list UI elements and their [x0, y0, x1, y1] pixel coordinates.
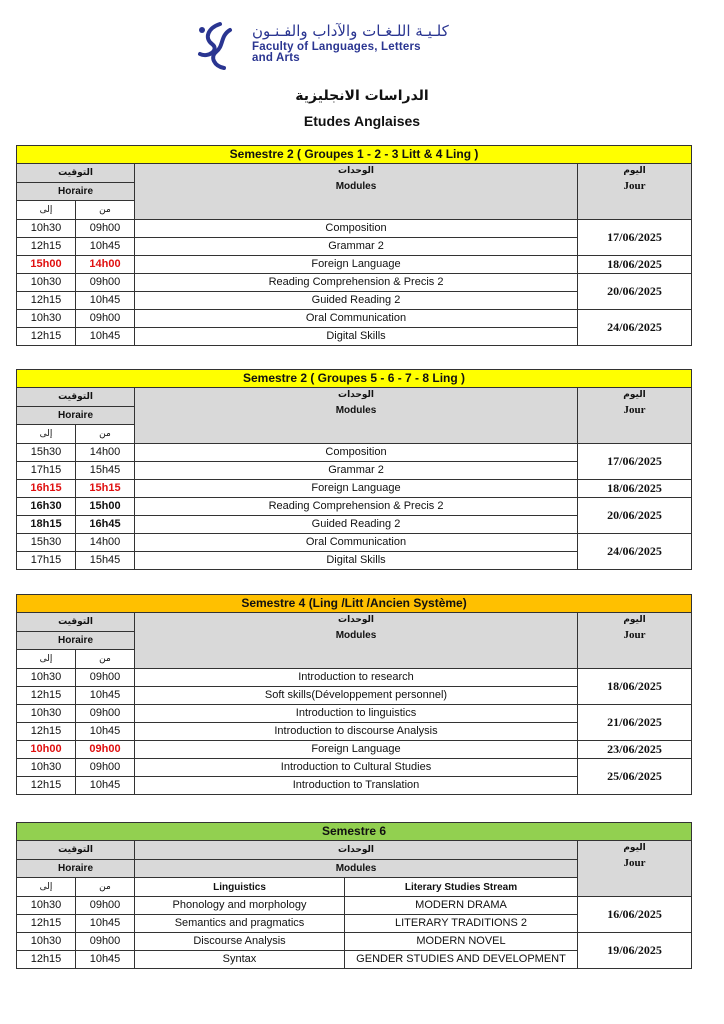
end-time: 10h30	[17, 669, 76, 687]
exam-date: 21/06/2025	[578, 705, 692, 741]
end-time: 15h00	[17, 256, 76, 274]
linguistics-module: Syntax	[135, 951, 345, 969]
start-time: 09h00	[76, 705, 135, 723]
module-name: Introduction to discourse Analysis	[135, 723, 578, 741]
module-name: Introduction to linguistics	[135, 705, 578, 723]
end-time: 12h15	[17, 723, 76, 741]
jour-header: اليوم Jour	[578, 164, 692, 220]
start-time: 15h15	[76, 480, 135, 498]
horaire-header-ar: التوقيت	[17, 613, 135, 632]
schedule-table-s2-groups-5-8	[16, 369, 692, 570]
end-time: 15h30	[17, 444, 76, 462]
table-row	[17, 498, 692, 516]
module-name: Composition	[135, 444, 578, 462]
table-row	[17, 444, 692, 462]
end-time: 10h30	[17, 759, 76, 777]
semester-title: Semestre 2 ( Groupes 1 - 2 - 3 Litt & 4 Ling )	[17, 146, 692, 164]
end-time: 12h15	[17, 292, 76, 310]
schedule-table-s6	[16, 822, 692, 969]
horaire-header-ar: التوقيت	[17, 164, 135, 183]
linguistics-module: Discourse Analysis	[135, 933, 345, 951]
start-time: 09h00	[76, 759, 135, 777]
table-row	[17, 669, 692, 687]
semester-title: Semestre 4 (Ling /Litt /Ancien Système)	[17, 595, 692, 613]
table-row	[17, 256, 692, 274]
logo-english-text	[252, 42, 421, 64]
modules-header: الوحدات Modules	[135, 164, 578, 220]
table-row	[17, 933, 692, 951]
literary-module: GENDER STUDIES AND DEVELOPMENT	[345, 951, 578, 969]
schedule-table-s2-groups-1-4	[16, 145, 692, 346]
horaire-header: Horaire	[17, 407, 135, 425]
end-time: 12h15	[17, 328, 76, 346]
end-time: 10h30	[17, 220, 76, 238]
semester-title: Semestre 6	[17, 823, 692, 841]
to-header: إلى	[17, 201, 76, 220]
start-time: 09h00	[76, 669, 135, 687]
literary-stream-header: Literary Studies Stream	[345, 878, 578, 897]
table-row	[17, 534, 692, 552]
end-time: 12h15	[17, 687, 76, 705]
linguistics-module: Semantics and pragmatics	[135, 915, 345, 933]
exam-date: 18/06/2025	[578, 256, 692, 274]
exam-date: 19/06/2025	[578, 933, 692, 969]
table-row	[17, 220, 692, 238]
page-title-arabic: الدراسات الانجليزية	[295, 88, 429, 104]
end-time: 10h30	[17, 705, 76, 723]
exam-date: 25/06/2025	[578, 759, 692, 795]
end-time: 12h15	[17, 915, 76, 933]
linguistics-module: Phonology and morphology	[135, 897, 345, 915]
module-name: Introduction to Translation	[135, 777, 578, 795]
end-time: 10h30	[17, 933, 76, 951]
module-name: Grammar 2	[135, 462, 578, 480]
module-name: Foreign Language	[135, 480, 578, 498]
page-title: Etudes Anglaises	[303, 113, 421, 129]
end-time: 10h30	[17, 274, 76, 292]
from-header: من	[76, 425, 135, 444]
modules-header: الوحدات Modules	[135, 613, 578, 669]
exam-date: 24/06/2025	[578, 534, 692, 570]
start-time: 15h00	[76, 498, 135, 516]
module-name: Oral Communication	[135, 534, 578, 552]
exam-date: 23/06/2025	[578, 741, 692, 759]
module-name: Foreign Language	[135, 256, 578, 274]
start-time: 14h00	[76, 256, 135, 274]
module-name: Digital Skills	[135, 328, 578, 346]
jour-header: اليوم Jour	[578, 841, 692, 897]
end-time: 10h00	[17, 741, 76, 759]
faculty-logo	[190, 20, 490, 74]
to-header: إلى	[17, 425, 76, 444]
table-row	[17, 480, 692, 498]
exam-date: 16/06/2025	[578, 897, 692, 933]
logo-arabic-text: كلـيـة اللـغـات والآداب والفـنـون	[252, 22, 449, 40]
exam-date: 20/06/2025	[578, 498, 692, 534]
exam-date: 18/06/2025	[578, 669, 692, 705]
end-time: 12h15	[17, 951, 76, 969]
exam-date: 24/06/2025	[578, 310, 692, 346]
module-name: Soft skills(Développement personnel)	[135, 687, 578, 705]
start-time: 09h00	[76, 741, 135, 759]
jour-header: اليوم Jour	[578, 613, 692, 669]
start-time: 15h45	[76, 462, 135, 480]
start-time: 09h00	[76, 220, 135, 238]
end-time: 18h15	[17, 516, 76, 534]
start-time: 15h45	[76, 552, 135, 570]
start-time: 09h00	[76, 274, 135, 292]
semester-title: Semestre 2 ( Groupes 5 - 6 - 7 - 8 Ling )	[17, 370, 692, 388]
literary-module: MODERN DRAMA	[345, 897, 578, 915]
modules-header: Modules	[135, 860, 578, 878]
module-name: Foreign Language	[135, 741, 578, 759]
horaire-header: Horaire	[17, 860, 135, 878]
modules-header: الوحدات Modules	[135, 388, 578, 444]
logo-english-line2: and Arts	[252, 52, 300, 64]
table-row	[17, 274, 692, 292]
start-time: 10h45	[76, 723, 135, 741]
module-name: Reading Comprehension & Precis 2	[135, 498, 578, 516]
module-name: Oral Communication	[135, 310, 578, 328]
horaire-header-ar: التوقيت	[17, 388, 135, 407]
module-name: Reading Comprehension & Precis 2	[135, 274, 578, 292]
module-name: Grammar 2	[135, 238, 578, 256]
start-time: 10h45	[76, 915, 135, 933]
end-time: 10h30	[17, 310, 76, 328]
start-time: 10h45	[76, 292, 135, 310]
from-header: من	[76, 201, 135, 220]
module-name: Introduction to research	[135, 669, 578, 687]
module-name: Digital Skills	[135, 552, 578, 570]
end-time: 17h15	[17, 552, 76, 570]
start-time: 10h45	[76, 777, 135, 795]
module-name: Introduction to Cultural Studies	[135, 759, 578, 777]
end-time: 10h30	[17, 897, 76, 915]
exam-date: 17/06/2025	[578, 220, 692, 256]
jour-header: اليوم Jour	[578, 388, 692, 444]
start-time: 09h00	[76, 310, 135, 328]
module-name: Guided Reading 2	[135, 516, 578, 534]
end-time: 17h15	[17, 462, 76, 480]
from-header: من	[76, 878, 135, 897]
start-time: 10h45	[76, 328, 135, 346]
horaire-header-ar: التوقيت	[17, 841, 135, 860]
start-time: 14h00	[76, 534, 135, 552]
literary-module: LITERARY TRADITIONS 2	[345, 915, 578, 933]
start-time: 16h45	[76, 516, 135, 534]
start-time: 09h00	[76, 933, 135, 951]
module-name: Composition	[135, 220, 578, 238]
end-time: 16h30	[17, 498, 76, 516]
logo-english-line1: Faculty of Languages, Letters	[252, 41, 421, 53]
from-header: من	[76, 650, 135, 669]
faculty-emblem-icon	[190, 20, 242, 72]
start-time: 14h00	[76, 444, 135, 462]
literary-module: MODERN NOVEL	[345, 933, 578, 951]
start-time: 10h45	[76, 238, 135, 256]
horaire-header: Horaire	[17, 632, 135, 650]
exam-date: 20/06/2025	[578, 274, 692, 310]
table-row	[17, 897, 692, 915]
end-time: 12h15	[17, 777, 76, 795]
exam-date: 18/06/2025	[578, 480, 692, 498]
to-header: إلى	[17, 878, 76, 897]
linguistics-stream-header: Linguistics	[135, 878, 345, 897]
schedule-table-s4	[16, 594, 692, 795]
module-name: Guided Reading 2	[135, 292, 578, 310]
table-row	[17, 310, 692, 328]
end-time: 12h15	[17, 238, 76, 256]
exam-date: 17/06/2025	[578, 444, 692, 480]
horaire-header: Horaire	[17, 183, 135, 201]
table-row	[17, 741, 692, 759]
end-time: 15h30	[17, 534, 76, 552]
to-header: إلى	[17, 650, 76, 669]
start-time: 09h00	[76, 897, 135, 915]
modules-header-ar: الوحدات	[135, 841, 578, 860]
table-row	[17, 705, 692, 723]
start-time: 10h45	[76, 687, 135, 705]
table-row	[17, 759, 692, 777]
end-time: 16h15	[17, 480, 76, 498]
start-time: 10h45	[76, 951, 135, 969]
